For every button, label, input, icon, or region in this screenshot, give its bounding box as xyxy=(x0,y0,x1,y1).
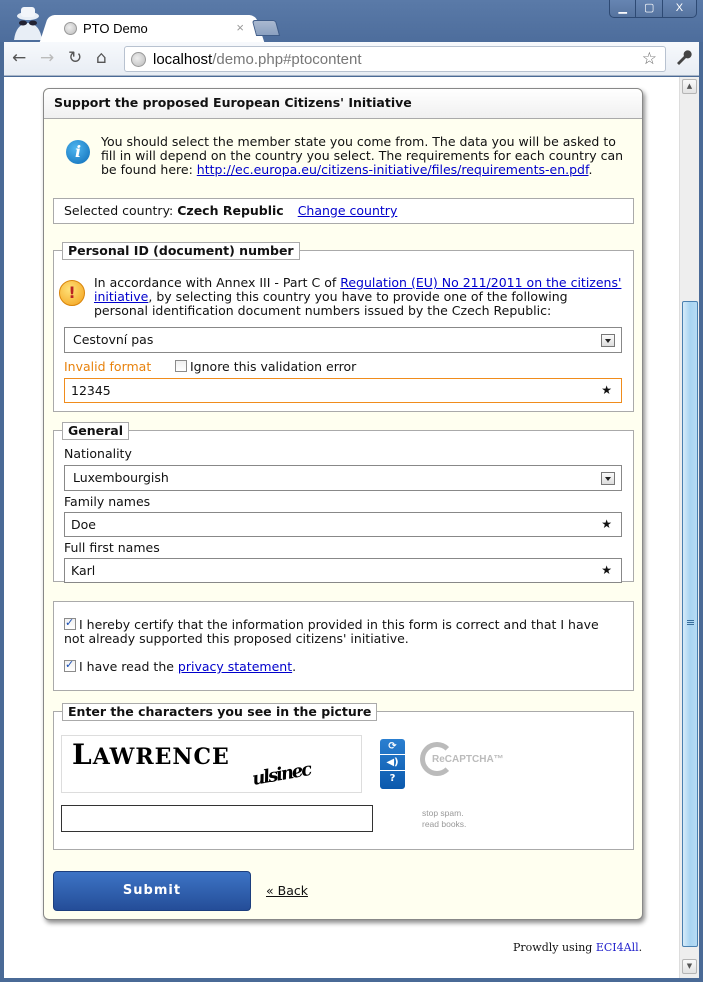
chevron-down-icon[interactable] xyxy=(601,472,615,485)
required-star-icon: ★ xyxy=(601,517,612,531)
window-controls xyxy=(609,0,697,18)
privacy-option[interactable] xyxy=(64,660,619,674)
nationality-select[interactable] xyxy=(64,465,622,491)
general-legend: General xyxy=(62,422,129,440)
consent-fieldset xyxy=(53,601,634,691)
ignore-validation-checkbox[interactable] xyxy=(175,360,187,372)
info-body: You should select the member state you come from. The data you will be asked to fill in will depend on the country you select. The requirements for each country can be found here: xyxy=(101,134,624,177)
change-country-link[interactable]: Change country xyxy=(297,203,398,218)
url-path: /demo.php#ptocontent xyxy=(212,51,362,68)
ignore-validation-option[interactable] xyxy=(175,360,356,374)
first-names-input[interactable] xyxy=(64,558,622,583)
minimize-button[interactable]: ▁ xyxy=(610,0,636,17)
document-type-value: Cestovní pas xyxy=(73,332,154,347)
document-type-select[interactable] xyxy=(64,327,622,353)
captcha-fieldset xyxy=(53,704,634,850)
info-text xyxy=(101,135,631,177)
required-star-icon: ★ xyxy=(601,563,612,577)
tab-title: PTO Demo xyxy=(83,21,148,36)
audio-icon[interactable]: ◀) xyxy=(380,755,405,771)
globe-icon xyxy=(131,52,146,67)
family-names-input[interactable] xyxy=(64,512,622,537)
general-fieldset xyxy=(53,423,634,582)
refresh-icon[interactable]: ⟳ xyxy=(380,739,405,755)
privacy-checkbox[interactable] xyxy=(64,660,76,672)
captcha-image xyxy=(61,735,362,793)
captcha-input[interactable] xyxy=(61,805,373,832)
help-icon[interactable]: ? xyxy=(389,773,396,784)
url-text xyxy=(153,51,362,68)
home-icon[interactable]: ⌂ xyxy=(96,48,107,68)
nationality-label: Nationality xyxy=(64,446,132,461)
window-titlebar xyxy=(0,0,703,42)
scrollbar-thumb[interactable] xyxy=(682,301,698,947)
selected-country xyxy=(53,198,634,224)
privacy-statement-link[interactable]: privacy statement xyxy=(177,659,293,674)
recaptcha-logo-text: ReCAPTCHA™ xyxy=(432,754,504,765)
family-names-label: Family names xyxy=(64,494,151,509)
scroll-down-button[interactable]: ▼ xyxy=(682,959,697,974)
scroll-up-button[interactable]: ▲ xyxy=(682,79,697,94)
back-link[interactable]: « Back xyxy=(266,883,308,898)
footer-text: Prowdly using xyxy=(513,941,596,954)
tab-close-icon[interactable]: × xyxy=(236,20,244,35)
captcha-word-1 xyxy=(72,738,230,771)
certify-text: I hereby certify that the information provided in this form is correct and that I have not already supported this proposed citizens' initiative. xyxy=(64,617,599,646)
forward-arrow-icon[interactable]: → xyxy=(40,48,55,68)
country-label: Selected country: xyxy=(64,203,178,218)
new-tab-button[interactable] xyxy=(252,20,280,36)
recaptcha-tagline-2: read books. xyxy=(422,819,467,829)
info-icon: i xyxy=(66,140,90,164)
maximize-button[interactable]: ▢ xyxy=(636,0,662,17)
browser-tab[interactable] xyxy=(52,15,252,43)
ignore-validation-label: Ignore this validation error xyxy=(190,359,357,374)
eci4all-link[interactable]: ECI4All xyxy=(595,941,639,954)
personal-id-legend: Personal ID (document) number xyxy=(62,242,300,260)
bookmark-star-icon[interactable]: ☆ xyxy=(641,49,657,69)
captcha-word-1-rest: AWRENCE xyxy=(92,744,230,770)
recaptcha-controls xyxy=(380,739,405,789)
footer xyxy=(513,941,642,954)
reload-icon[interactable]: ↻ xyxy=(68,48,83,68)
privacy-before: I have read the xyxy=(79,659,178,674)
nationality-value: Luxembourgish xyxy=(73,470,169,485)
browser-toolbar xyxy=(4,42,699,76)
globe-icon xyxy=(64,22,77,35)
first-names-label: Full first names xyxy=(64,540,160,555)
id-number-value: 12345 xyxy=(71,383,111,398)
url-host: localhost xyxy=(153,51,213,68)
footer-after: . xyxy=(638,941,643,954)
captcha-legend: Enter the characters you see in the picture xyxy=(62,703,377,721)
regulation-link[interactable]: Regulation (EU) No 211/2011 on the citizens' initiative xyxy=(94,275,622,304)
privacy-after: . xyxy=(292,659,297,674)
form-panel xyxy=(43,88,643,920)
invalid-format-label: Invalid format xyxy=(64,359,152,374)
warning-before: In accordance with Annex III - Part C of xyxy=(94,275,341,290)
panel-title: Support the proposed European Citizens' Initiative xyxy=(44,89,642,119)
back-arrow-icon[interactable]: ← xyxy=(12,48,27,68)
certify-option[interactable] xyxy=(64,618,619,646)
country-value: Czech Republic xyxy=(177,203,284,218)
first-names-value: Karl xyxy=(71,563,96,578)
recaptcha-tagline-1: stop spam. xyxy=(422,808,464,818)
warning-icon: ! xyxy=(59,280,85,306)
required-star-icon: ★ xyxy=(601,383,612,397)
vertical-scrollbar[interactable] xyxy=(679,77,699,978)
address-bar[interactable] xyxy=(124,46,666,72)
submit-button[interactable]: Submit xyxy=(53,871,251,911)
page-viewport xyxy=(4,77,679,978)
requirements-link[interactable]: http://ec.europa.eu/citizens-initiative/files/requirements-en.pdf xyxy=(196,162,589,177)
family-names-value: Doe xyxy=(71,517,96,532)
close-window-button[interactable]: X xyxy=(675,2,684,14)
grip-icon xyxy=(687,620,694,625)
warning-after: , by selecting this country you have to provide one of the following personal identification document numbers issued by the Czech Republic: xyxy=(94,289,568,318)
captcha-word-1-first: L xyxy=(72,738,93,771)
captcha-word-2: ulsinec xyxy=(250,759,312,790)
personal-id-fieldset xyxy=(53,243,634,412)
chevron-down-icon[interactable] xyxy=(601,334,615,347)
wrench-icon[interactable] xyxy=(674,48,692,71)
certify-checkbox[interactable] xyxy=(64,618,76,630)
id-number-input[interactable] xyxy=(64,378,622,403)
warning-text xyxy=(94,276,624,318)
info-after: . xyxy=(588,162,593,177)
